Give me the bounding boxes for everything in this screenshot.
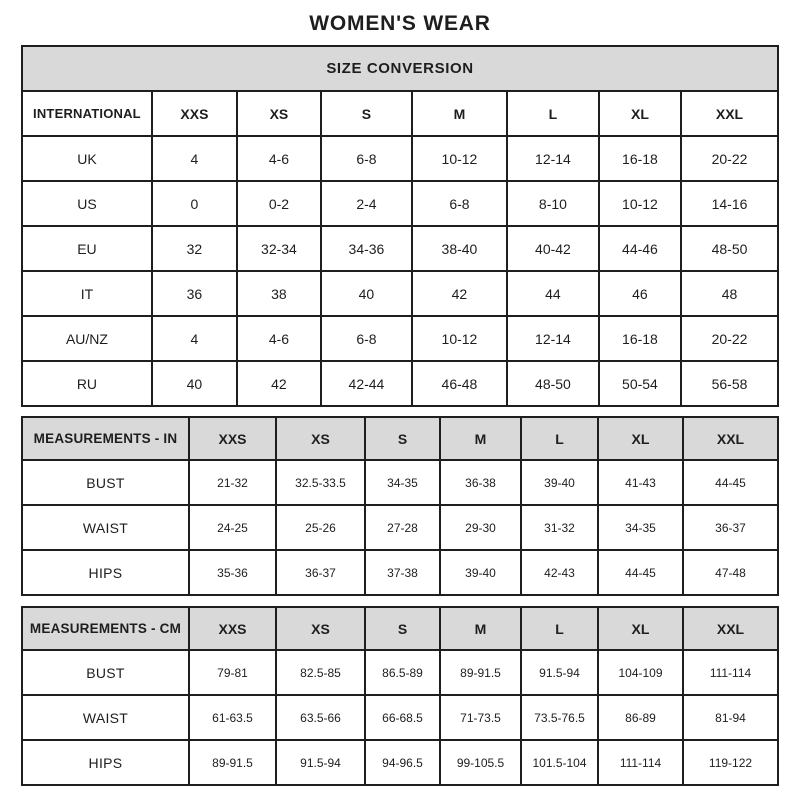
size-value: 38-40 xyxy=(412,226,507,271)
size-value: 20-22 xyxy=(681,136,778,181)
size-value: 4 xyxy=(152,316,237,361)
measurement-value: 79-81 xyxy=(189,650,276,695)
column-header-xxl: XXL xyxy=(683,607,778,650)
size-value: 0-2 xyxy=(237,181,321,226)
measurement-value: 32.5-33.5 xyxy=(276,460,365,505)
measurement-value: 91.5-94 xyxy=(276,740,365,785)
size-value: 48-50 xyxy=(681,226,778,271)
column-header-international: INTERNATIONAL xyxy=(22,91,152,136)
row-label: UK xyxy=(22,136,152,181)
size-value: 4-6 xyxy=(237,136,321,181)
row-label: BUST xyxy=(22,460,189,505)
size-value: 34-36 xyxy=(321,226,412,271)
size-value: 20-22 xyxy=(681,316,778,361)
size-value: 4 xyxy=(152,136,237,181)
measurement-value: 39-40 xyxy=(521,460,598,505)
row-label: AU/NZ xyxy=(22,316,152,361)
measurement-value: 119-122 xyxy=(683,740,778,785)
size-value: 46-48 xyxy=(412,361,507,406)
size-conversion-table xyxy=(21,45,779,407)
size-value: 16-18 xyxy=(599,316,681,361)
measurement-value: 36-37 xyxy=(276,550,365,595)
size-value: 40 xyxy=(321,271,412,316)
measurement-value: 104-109 xyxy=(598,650,683,695)
row-label: BUST xyxy=(22,650,189,695)
column-header-xxl: XXL xyxy=(681,91,778,136)
size-value: 48-50 xyxy=(507,361,599,406)
measurement-value: 36-37 xyxy=(683,505,778,550)
column-header-m: M xyxy=(440,417,521,460)
size-value: 10-12 xyxy=(599,181,681,226)
banner-row xyxy=(22,46,778,91)
table-row-uk xyxy=(22,136,778,181)
table-row-us xyxy=(22,181,778,226)
measurement-value: 82.5-85 xyxy=(276,650,365,695)
measurement-value: 111-114 xyxy=(683,650,778,695)
measurement-value: 71-73.5 xyxy=(440,695,521,740)
measurement-value: 63.5-66 xyxy=(276,695,365,740)
measurement-value: 27-28 xyxy=(365,505,440,550)
size-value: 32-34 xyxy=(237,226,321,271)
column-header-xxs: XXS xyxy=(152,91,237,136)
measurement-value: 42-43 xyxy=(521,550,598,595)
measurement-value: 31-32 xyxy=(521,505,598,550)
measurement-value: 34-35 xyxy=(598,505,683,550)
row-label: WAIST xyxy=(22,695,189,740)
column-header-xl: XL xyxy=(599,91,681,136)
size-value: 46 xyxy=(599,271,681,316)
column-header-xl: XL xyxy=(598,607,683,650)
measurement-value: 35-36 xyxy=(189,550,276,595)
measurement-value: 66-68.5 xyxy=(365,695,440,740)
table-row-it xyxy=(22,271,778,316)
measurement-value: 81-94 xyxy=(683,695,778,740)
table-row-waist xyxy=(22,505,778,550)
measurement-value: 86.5-89 xyxy=(365,650,440,695)
size-value: 12-14 xyxy=(507,316,599,361)
measurement-value: 89-91.5 xyxy=(440,650,521,695)
size-value: 50-54 xyxy=(599,361,681,406)
measurement-value: 89-91.5 xyxy=(189,740,276,785)
row-label: HIPS xyxy=(22,550,189,595)
measurement-value: 24-25 xyxy=(189,505,276,550)
table-row-hips xyxy=(22,740,778,785)
row-label: US xyxy=(22,181,152,226)
row-label: WAIST xyxy=(22,505,189,550)
size-value: 40-42 xyxy=(507,226,599,271)
size-value: 14-16 xyxy=(681,181,778,226)
table-row-bust xyxy=(22,650,778,695)
measurement-value: 94-96.5 xyxy=(365,740,440,785)
measurement-value: 86-89 xyxy=(598,695,683,740)
measurements-in-table xyxy=(21,416,779,596)
table-row-waist xyxy=(22,695,778,740)
measurement-value: 21-32 xyxy=(189,460,276,505)
size-value: 36 xyxy=(152,271,237,316)
measurement-value: 37-38 xyxy=(365,550,440,595)
size-conversion-banner: SIZE CONVERSION xyxy=(22,46,778,91)
size-value: 2-4 xyxy=(321,181,412,226)
column-header-m: M xyxy=(412,91,507,136)
measurement-value: 47-48 xyxy=(683,550,778,595)
measurements-cm-table xyxy=(21,606,779,786)
column-header-xs: XS xyxy=(276,417,365,460)
measurement-value: 41-43 xyxy=(598,460,683,505)
column-header-s: S xyxy=(365,417,440,460)
column-header-l: L xyxy=(507,91,599,136)
size-value: 6-8 xyxy=(412,181,507,226)
size-value: 32 xyxy=(152,226,237,271)
column-header-xxl: XXL xyxy=(683,417,778,460)
size-value: 40 xyxy=(152,361,237,406)
measurement-value: 61-63.5 xyxy=(189,695,276,740)
measurement-value: 34-35 xyxy=(365,460,440,505)
table-row-bust xyxy=(22,460,778,505)
column-header-l: L xyxy=(521,607,598,650)
measurement-value: 101.5-104 xyxy=(521,740,598,785)
column-header-xxs: XXS xyxy=(189,417,276,460)
header-row xyxy=(22,417,778,460)
row-label: RU xyxy=(22,361,152,406)
column-header-measurements-in: MEASUREMENTS - IN xyxy=(22,417,189,460)
size-value: 4-6 xyxy=(237,316,321,361)
size-value: 16-18 xyxy=(599,136,681,181)
header-row xyxy=(22,91,778,136)
column-header-xs: XS xyxy=(276,607,365,650)
measurement-value: 25-26 xyxy=(276,505,365,550)
column-header-xxs: XXS xyxy=(189,607,276,650)
measurement-value: 29-30 xyxy=(440,505,521,550)
column-header-l: L xyxy=(521,417,598,460)
measurement-value: 36-38 xyxy=(440,460,521,505)
table-row-eu xyxy=(22,226,778,271)
table-row-hips xyxy=(22,550,778,595)
measurement-value: 111-114 xyxy=(598,740,683,785)
size-value: 6-8 xyxy=(321,316,412,361)
row-label: EU xyxy=(22,226,152,271)
measurement-value: 39-40 xyxy=(440,550,521,595)
column-header-s: S xyxy=(365,607,440,650)
column-header-measurements-cm: MEASUREMENTS - CM xyxy=(22,607,189,650)
size-value: 44-46 xyxy=(599,226,681,271)
row-label: HIPS xyxy=(22,740,189,785)
size-value: 42 xyxy=(412,271,507,316)
column-header-s: S xyxy=(321,91,412,136)
row-label: IT xyxy=(22,271,152,316)
size-value: 0 xyxy=(152,181,237,226)
size-value: 12-14 xyxy=(507,136,599,181)
column-header-xl: XL xyxy=(598,417,683,460)
table-row-aunz xyxy=(22,316,778,361)
size-value: 10-12 xyxy=(412,316,507,361)
size-value: 10-12 xyxy=(412,136,507,181)
size-value: 8-10 xyxy=(507,181,599,226)
column-header-m: M xyxy=(440,607,521,650)
measurement-value: 91.5-94 xyxy=(521,650,598,695)
measurement-value: 44-45 xyxy=(598,550,683,595)
column-header-xs: XS xyxy=(237,91,321,136)
measurement-value: 44-45 xyxy=(683,460,778,505)
size-value: 56-58 xyxy=(681,361,778,406)
header-row xyxy=(22,607,778,650)
size-value: 42 xyxy=(237,361,321,406)
page-title: WOMEN'S WEAR xyxy=(309,12,491,35)
size-value: 42-44 xyxy=(321,361,412,406)
measurement-value: 73.5-76.5 xyxy=(521,695,598,740)
table-row-ru xyxy=(22,361,778,406)
size-value: 6-8 xyxy=(321,136,412,181)
size-value: 48 xyxy=(681,271,778,316)
size-value: 44 xyxy=(507,271,599,316)
measurement-value: 99-105.5 xyxy=(440,740,521,785)
size-value: 38 xyxy=(237,271,321,316)
